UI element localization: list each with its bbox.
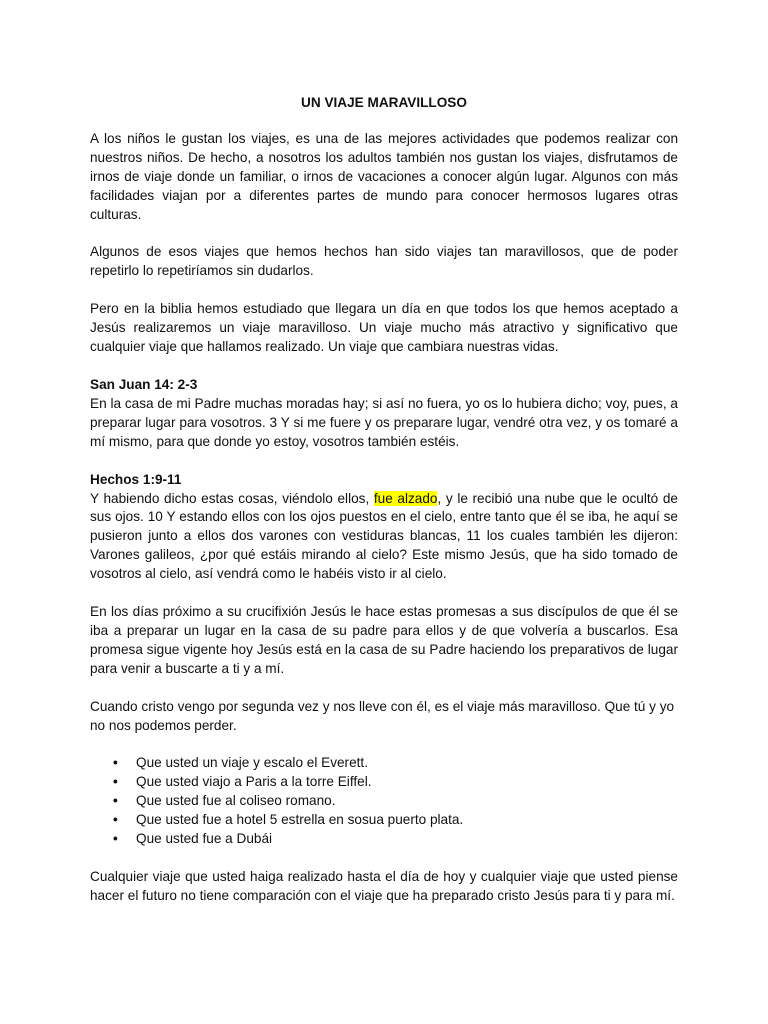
paragraph-bible-journey: Pero en la biblia hemos estudiado que llegara un día en que todos los que hemos aceptado a Jesús realizaremos un viaje maravilloso. Un viaje mucho más atractivo y significativo que cualquier viaje que hallamos realizado. Un viaje que cambiara nuestras vidas.	[90, 301, 678, 355]
bullet-list	[90, 754, 678, 849]
scripture-reference-juan: San Juan 14: 2-3	[90, 376, 198, 392]
list-item-text: Que usted fue a Dubái	[136, 831, 273, 847]
list-item-text: Que usted fue al coliseo romano.	[136, 793, 336, 809]
scripture-block-juan	[90, 376, 678, 452]
list-item	[90, 754, 678, 773]
bullet-icon: •	[113, 812, 118, 828]
list-item-text: Que usted fue a hotel 5 estrella en sosua puerto plata.	[136, 812, 464, 828]
list-item-text: Que usted un viaje y escalo el Everett.	[136, 755, 368, 771]
list-item	[90, 773, 678, 792]
scripture-text-hechos-start: Y habiendo dicho estas cosas, viéndolo ellos,	[90, 490, 374, 506]
list-item	[90, 792, 678, 811]
scripture-block-hechos	[90, 471, 678, 584]
paragraph-conclusion: Cualquier viaje que usted haiga realizado hasta el día de hoy y cualquier viaje que usted piense hacer el futuro no tiene comparación con el viaje que ha preparado cristo Jesús para ti y para mí.	[90, 869, 678, 903]
scripture-text-juan: En la casa de mi Padre muchas moradas hay; si así no fuera, yo os lo hubiera dicho; voy, pues, a preparar lugar para vosotros. 3 Y si me fuere y os preparare lugar, vendré otra vez, y os tomaré a mí mismo, para que donde yo estoy, vosotros también estéis.	[90, 395, 678, 449]
document-page	[90, 94, 678, 925]
paragraph-promise: En los días próximo a su crucifixión Jesús le hace estas promesas a sus discípulos de que él se iba a preparar un lugar en la casa de su padre para ellos y de que volvería a buscarlos. Esa promesa sigue vigente hoy Jesús está en la casa de su Padre haciendo los preparativos de lugar para venir a buscarte a ti y a mí.	[90, 604, 678, 676]
document-title: UN VIAJE MARAVILLOSO	[301, 95, 467, 110]
paragraph-second-coming: Cuando cristo vengo por segunda vez y nos lleve con él, es el viaje más maravilloso. Que tú y yo no nos podemos perder.	[90, 698, 675, 733]
bullet-icon: •	[113, 793, 118, 809]
list-item-text: Que usted viajo a Paris a la torre Eiffel.	[136, 774, 372, 790]
scripture-text-hechos-end: , y le recibió una nube que le ocultó de sus ojos. 10 Y estando ellos con los ojos puestos en el cielo, entre tanto que él se iba, he aquí se pusieron junto a ellos dos varones con vestiduras blancas, 11 los cuales también les dijeron: Varones galileos, ¿por qué estáis mirando al cielo? Este mismo Jesús, que ha sido tomado de vosotros al cielo, así vendrá como le habéis visto ir al cielo.	[90, 490, 678, 582]
highlighted-phrase: fue alzado	[373, 490, 438, 506]
bullet-icon: •	[113, 755, 118, 771]
bullet-icon: •	[113, 831, 118, 847]
list-item	[90, 811, 678, 830]
scripture-reference-hechos: Hechos 1:9-11	[90, 471, 182, 487]
paragraph-memorable-trips: Algunos de esos viajes que hemos hechos han sido viajes tan maravillosos, que de poder repetirlo lo repetiríamos sin dudarlos.	[90, 244, 678, 279]
bullet-icon: •	[113, 774, 118, 790]
list-item	[90, 830, 678, 849]
paragraph-intro: A los niños le gustan los viajes, es una de las mejores actividades que podemos realizar con nuestros niños. De hecho, a nosotros los adultos también nos gustan los viajes, disfrutamos de irnos de viaje donde un familiar, o irnos de vacaciones a conocer algún lugar. Algunos con más facilidades viajan por a diferentes partes de mundo para conocer hermosos lugares otras culturas.	[90, 130, 678, 222]
